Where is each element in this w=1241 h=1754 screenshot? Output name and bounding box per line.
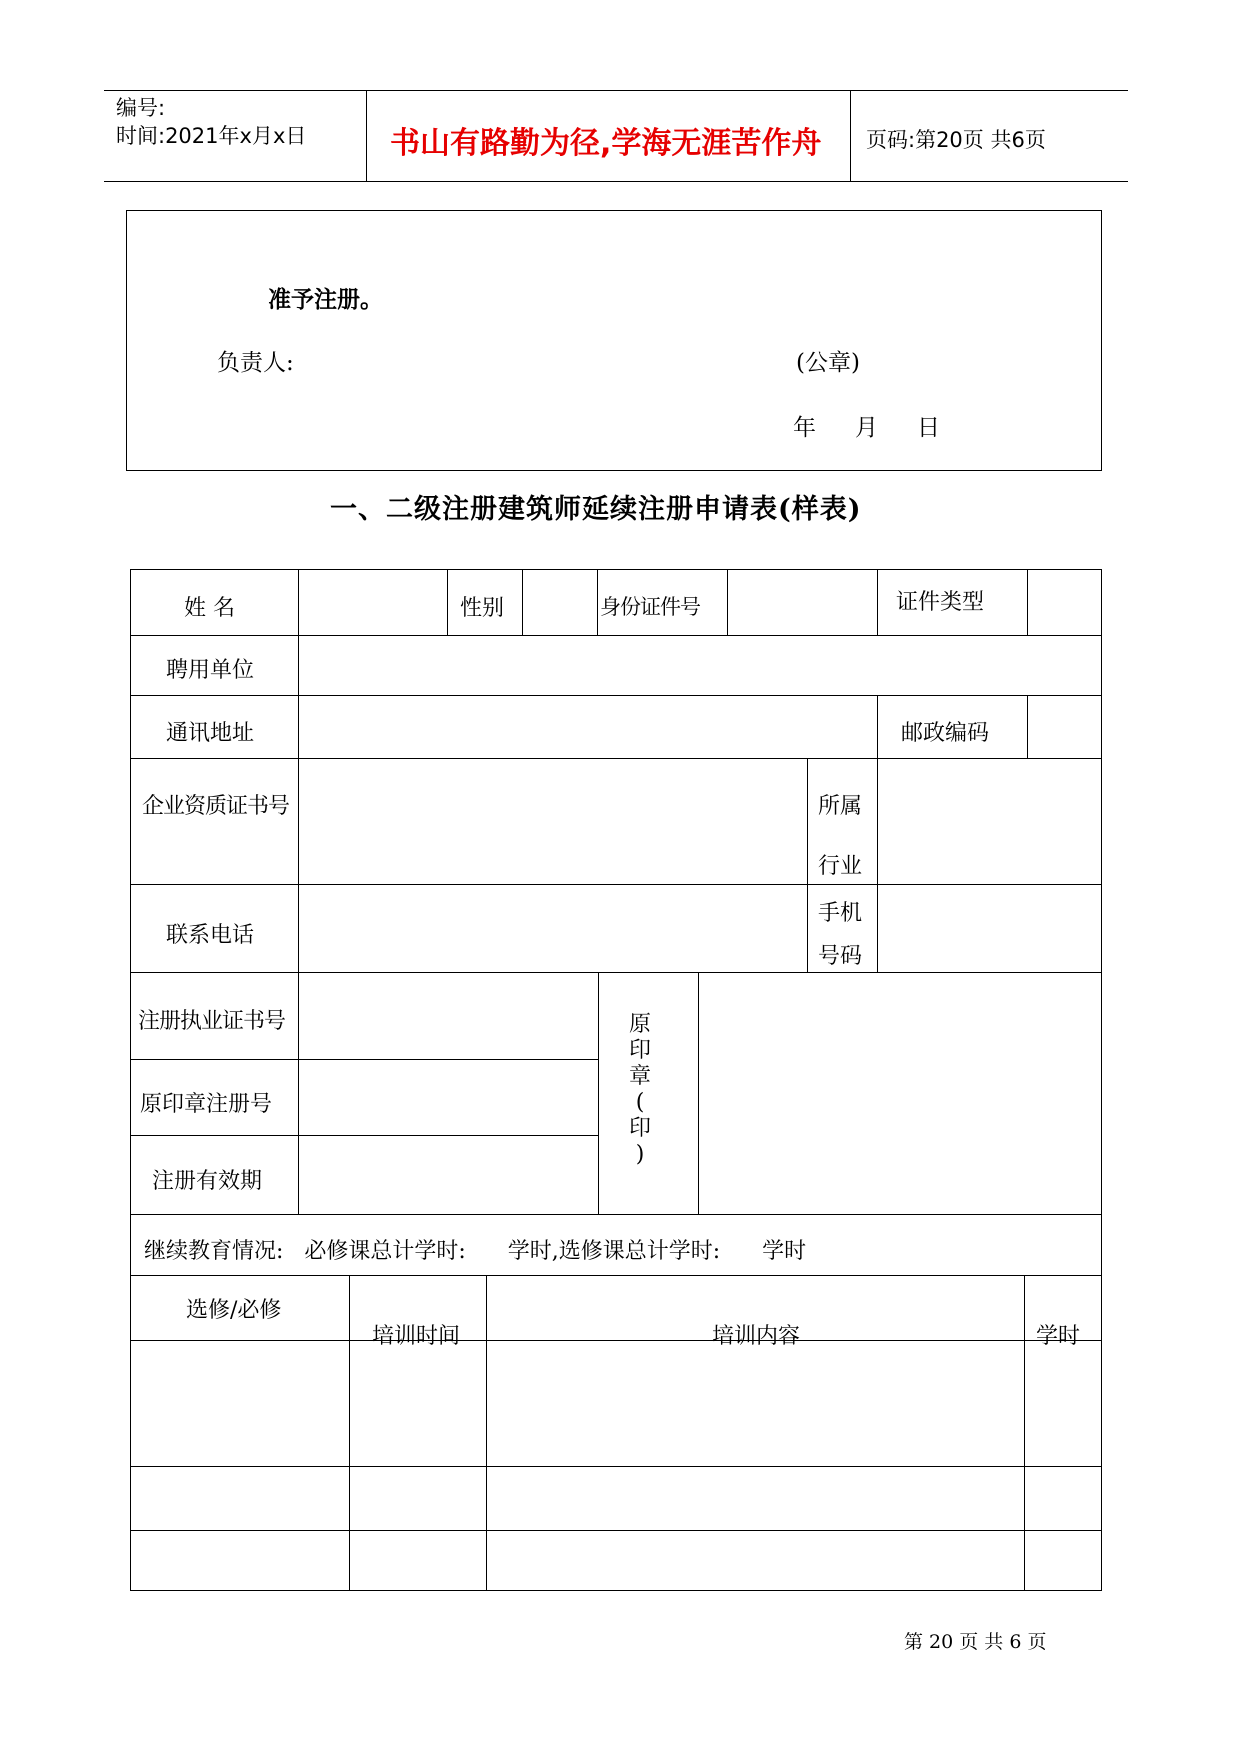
label-validity: 注册有效期	[152, 1169, 263, 1194]
label-phone: 联系电话	[166, 923, 255, 948]
label-industry-line1: 所属	[818, 794, 863, 819]
label-industry-line2: 行业	[818, 854, 863, 879]
time-label: 时间:2021年x月x日	[116, 124, 307, 148]
serial-label: 编号:	[116, 96, 166, 120]
old-seal-char: )	[635, 1142, 645, 1167]
date-day: 日	[917, 415, 940, 441]
label-training-content: 培训内容	[712, 1324, 801, 1349]
label-mobile-line2: 号码	[818, 944, 863, 969]
label-mobile-line1: 手机	[818, 901, 863, 926]
label-continuing-education: 继续教育情况: 必修课总计学时: 学时,选修课总计学时: 学时	[144, 1239, 807, 1264]
label-postcode: 邮政编码	[901, 721, 990, 746]
seal-label: (公章)	[796, 350, 860, 376]
approved-text: 准予注册。	[268, 286, 383, 313]
label-qualification-cert: 企业资质证书号	[142, 794, 290, 819]
label-hours: 学时	[1036, 1324, 1081, 1349]
old-seal-char: 印	[628, 1038, 651, 1063]
label-training-time: 培训时间	[372, 1324, 461, 1349]
label-old-seal-reg: 原印章注册号	[140, 1092, 273, 1117]
label-id-type: 证件类型	[896, 590, 985, 615]
old-seal-char: 章	[628, 1064, 651, 1089]
label-address: 通讯地址	[166, 721, 255, 746]
form-title: 一、二级注册建筑师延续注册申请表(样表)	[330, 494, 862, 525]
old-seal-char: (	[635, 1090, 645, 1115]
label-practice-cert: 注册执业证书号	[138, 1009, 286, 1034]
label-id-number: 身份证件号	[600, 595, 700, 619]
approval-box	[126, 210, 1102, 471]
date-year: 年	[793, 415, 816, 441]
footer-page-info: 第 20 页 共 6 页	[904, 1631, 1047, 1653]
label-elective-required: 选修/必修	[186, 1298, 282, 1323]
date-month: 月	[855, 415, 878, 441]
motto: 书山有路勤为径,学海无涯苦作舟	[390, 126, 822, 161]
header-page-info: 页码:第20页 共6页	[866, 128, 1046, 152]
label-name: 姓 名	[184, 596, 235, 621]
old-seal-char: 原	[628, 1012, 651, 1037]
responsible-label: 负责人:	[217, 350, 294, 376]
label-gender: 性别	[460, 596, 505, 621]
old-seal-char: 印	[628, 1116, 651, 1141]
label-employer: 聘用单位	[166, 658, 255, 683]
